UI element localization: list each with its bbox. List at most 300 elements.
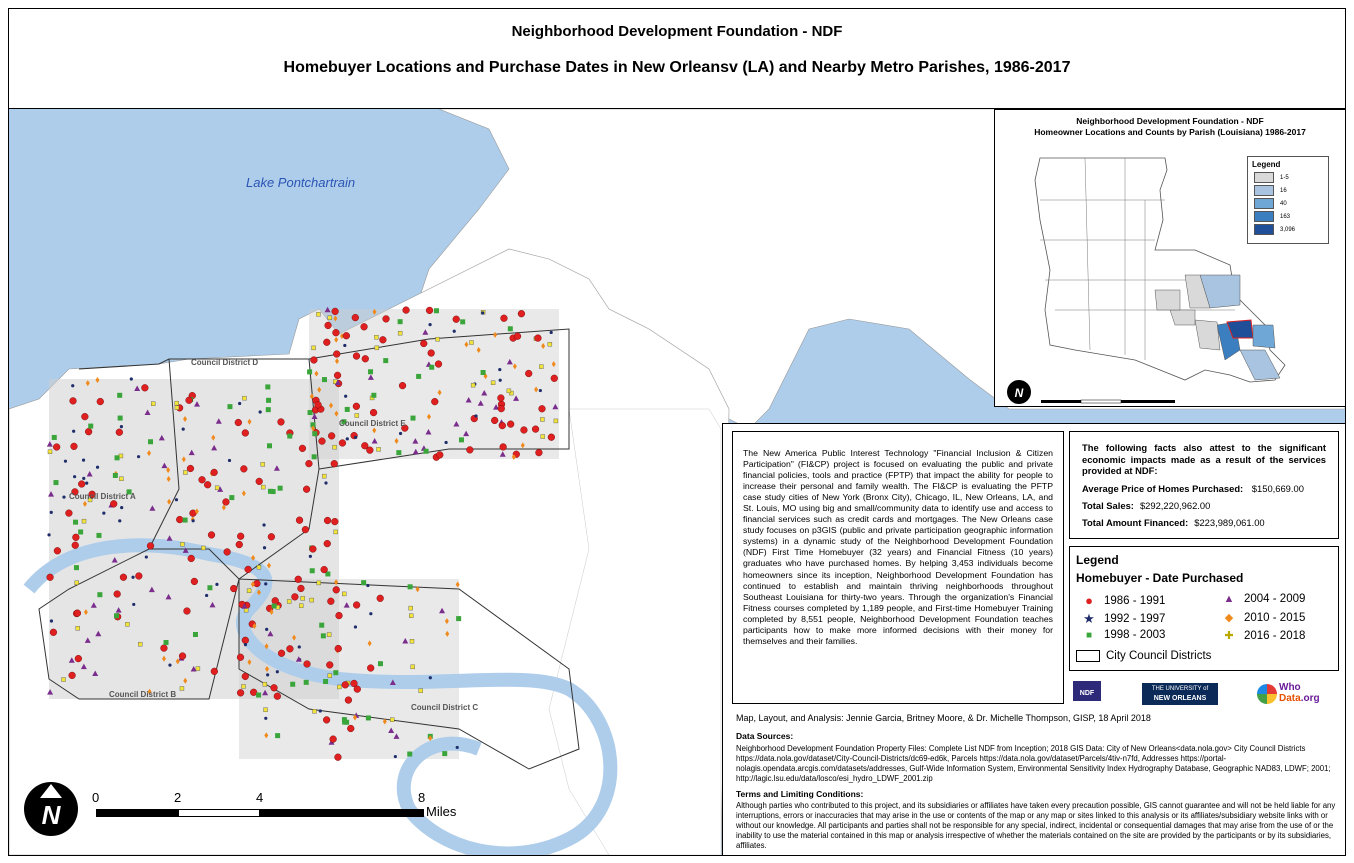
homebuyer-point <box>332 308 339 315</box>
homebuyer-point <box>398 331 402 335</box>
homebuyer-point <box>237 654 244 661</box>
district-label-d: Council District D <box>191 358 259 367</box>
homebuyer-point <box>469 341 473 345</box>
homebuyer-point <box>257 565 261 569</box>
homebuyer-point <box>498 368 501 371</box>
homebuyer-point <box>48 450 52 454</box>
homebuyer-point <box>135 573 142 580</box>
inset-legend-swatch <box>1254 185 1274 196</box>
homebuyer-point <box>551 375 558 382</box>
homebuyer-point <box>132 603 135 606</box>
homebuyer-point <box>97 398 104 405</box>
legend-item-1986-1991: ● 1986 - 1991 <box>1082 593 1165 608</box>
homebuyer-point <box>327 633 331 637</box>
homebuyer-point <box>296 517 303 524</box>
yellow-cross-icon: ✚ <box>1224 630 1234 642</box>
homebuyer-point <box>125 622 129 626</box>
district-label-c: Council District C <box>411 703 479 712</box>
homebuyer-point <box>474 414 477 417</box>
homebuyer-point <box>335 754 342 761</box>
homebuyer-point <box>266 673 269 676</box>
homebuyer-point <box>333 445 337 449</box>
homebuyer-point <box>424 449 429 454</box>
homebuyer-point <box>110 500 117 507</box>
homebuyer-point <box>312 346 316 350</box>
homebuyer-point <box>321 633 326 638</box>
homebuyer-point <box>259 410 262 413</box>
homebuyer-point <box>69 672 76 679</box>
scale-segment-2 <box>178 809 260 817</box>
homebuyer-point <box>353 403 360 410</box>
sources-text: Neighborhood Development Foundation Property Files: Complete List NDF from Inception; 2018 GIS Data: City of New Orleans<data.nola.gov> City Council Districts https://data.nola.gov/dataset/City-Council-Districts/dc69-ed6k, Parcels https://data.nola.gov/dataset/Parcels/4tiv-n7fd, Addresses https://portal-nolagis.opendata.arcgis.com/datasets/addresses, Gulf-Wide Information System, Environmental Sensitivity Index Hydrography Database, Geographic NAD83, LDWF; 2001; http://lagic.lsu.edu/data/losco/esi_hydro_LDWF_2001.zip <box>736 744 1331 783</box>
homebuyer-point <box>428 323 431 326</box>
homebuyer-point <box>459 437 464 442</box>
homebuyer-point <box>54 547 61 554</box>
purple-triangle-icon: ▲ <box>1223 593 1235 605</box>
homebuyer-point <box>180 542 184 546</box>
homebuyer-point <box>207 585 212 590</box>
homebuyer-point <box>205 594 208 597</box>
inset-legend-label: 1-5 <box>1280 174 1289 181</box>
homebuyer-point <box>74 610 81 617</box>
inset-legend-swatch <box>1254 211 1274 222</box>
homebuyer-point <box>306 460 313 467</box>
homebuyer-point <box>71 384 74 387</box>
homebuyer-point <box>215 486 219 490</box>
svg-text:N: N <box>1014 386 1024 400</box>
whodata-globe-icon <box>1257 684 1277 704</box>
legend-item-2016-2018: ✚ 2016 - 2018 <box>1222 629 1305 642</box>
inset-legend-label: 40 <box>1280 200 1287 207</box>
homebuyer-point <box>298 645 301 648</box>
homebuyer-point <box>196 667 200 671</box>
homebuyer-point <box>491 381 495 385</box>
map-legend <box>1069 546 1339 671</box>
homebuyer-point <box>328 432 335 439</box>
homebuyer-point <box>377 447 381 451</box>
homebuyer-point <box>322 474 326 478</box>
homebuyer-point <box>240 465 247 472</box>
homebuyer-point <box>50 629 57 636</box>
homebuyer-point <box>175 401 179 405</box>
homebuyer-point <box>346 437 349 440</box>
homebuyer-point <box>120 574 127 581</box>
red-circle-icon: ● <box>1085 593 1093 608</box>
homebuyer-point <box>237 689 244 696</box>
homebuyer-point <box>541 435 545 439</box>
homebuyer-point <box>180 686 184 690</box>
homebuyer-point <box>436 451 443 458</box>
district-label-e: Council District E <box>339 419 406 428</box>
homebuyer-point <box>407 752 412 757</box>
homebuyer-point <box>261 485 265 489</box>
homebuyer-point <box>550 331 553 334</box>
homebuyer-point <box>254 580 261 587</box>
homebuyer-point <box>72 534 79 541</box>
homebuyer-point <box>435 361 442 368</box>
homebuyer-point <box>183 470 187 474</box>
homebuyer-point <box>354 436 357 439</box>
homebuyer-point <box>344 395 347 398</box>
total-sales-value: $292,220,962.00 <box>1139 499 1211 511</box>
whodata-logo: Who Data.org <box>1257 682 1337 706</box>
homebuyer-point <box>471 383 475 387</box>
homebuyer-point <box>118 519 121 522</box>
map-subtitle: Homebuyer Locations and Purchase Dates in New Orleansv (LA) and Nearby Metro Parishes, 1986-2017 <box>283 59 1071 76</box>
homebuyer-point <box>518 310 525 317</box>
homebuyer-point <box>72 542 79 549</box>
homebuyer-point <box>370 409 377 416</box>
homebuyer-point <box>408 584 413 589</box>
homebuyer-point <box>137 455 140 458</box>
homebuyer-point <box>262 523 265 526</box>
facts-box <box>1069 431 1339 539</box>
homebuyer-point <box>431 398 438 405</box>
homebuyer-point <box>554 419 558 423</box>
homebuyer-point <box>211 668 218 675</box>
homebuyer-point <box>500 444 507 451</box>
homebuyer-point <box>361 580 366 585</box>
homebuyer-point <box>420 340 427 347</box>
homebuyer-point <box>394 755 397 758</box>
inset-legend-swatch <box>1254 198 1274 209</box>
homebuyer-point <box>368 369 373 374</box>
homebuyer-point <box>81 413 88 420</box>
inset-canvas <box>995 110 1347 408</box>
homebuyer-point <box>264 708 268 712</box>
homebuyer-point <box>539 365 543 369</box>
homebuyer-point <box>50 619 53 622</box>
homebuyer-point <box>70 397 77 404</box>
homebuyer-point <box>333 351 340 358</box>
homebuyer-point <box>319 438 326 445</box>
scale-tick-2: 2 <box>174 790 182 805</box>
homebuyer-point <box>335 645 342 652</box>
average-price-label: Average Price of Homes Purchased: <box>1082 482 1244 494</box>
parish-st-bernard <box>1253 325 1275 348</box>
homebuyer-point <box>322 377 327 382</box>
homebuyer-point <box>333 586 340 593</box>
homebuyer-point <box>375 346 379 350</box>
homebuyer-point <box>78 529 83 534</box>
homebuyer-point <box>342 681 349 688</box>
homebuyer-point <box>256 478 263 485</box>
homebuyer-point <box>193 632 198 637</box>
homebuyer-point <box>242 430 249 437</box>
district-label-a: Council District A <box>69 492 136 501</box>
inset-legend <box>1247 156 1329 244</box>
homebuyer-point <box>97 592 102 597</box>
homebuyer-point <box>62 678 66 682</box>
lake-label: Lake Pontchartrain <box>246 175 356 190</box>
homebuyer-point <box>548 342 552 346</box>
homebuyer-point <box>396 450 401 455</box>
homebuyer-point <box>120 425 123 428</box>
navy-star-icon: ★ <box>1083 611 1095 626</box>
homebuyer-point <box>328 316 332 320</box>
terms-text: Although parties who contributed to this project, and its subsidiaries or affiliates have taken every precaution possible, GIS cannot guarantee and will not be held liable for any interruptions, errors or inaccuracies that may arise in the use or contents of the map or any map or sites linked to this analysis or its affiliates/subsidiary website links with or without our knowledge. All participants and parties shall not be responsible for any special, indirect, incidental or consequential damages that may arise from the use of or the inability to use the material contained in this map or analysis irrespective of whether the materials contained on the site are provided by the participants or by its subsidiaries, affiliates. <box>736 801 1336 850</box>
homebuyer-point <box>266 398 271 403</box>
homebuyer-point <box>130 377 133 380</box>
inset-legend-item <box>1254 171 1328 184</box>
homebuyer-point <box>227 404 232 409</box>
homebuyer-point <box>82 477 85 480</box>
homebuyer-point <box>88 424 93 429</box>
inset-legend-item <box>1254 223 1328 236</box>
homebuyer-point <box>345 697 352 704</box>
homebuyer-point <box>312 709 316 713</box>
homebuyer-point <box>342 592 346 596</box>
legend-item-1992-1997: ★ 1992 - 1997 <box>1083 611 1166 626</box>
homebuyer-point <box>62 495 65 498</box>
homebuyer-point <box>347 725 354 732</box>
urban-fill-east <box>309 309 559 459</box>
homebuyer-point <box>383 358 388 363</box>
legend-item-1998-2003: ■ 1998 - 2003 <box>1082 629 1165 641</box>
homebuyer-point <box>191 578 198 585</box>
homebuyer-point <box>85 482 88 485</box>
homebuyer-point <box>323 716 330 723</box>
homebuyer-point <box>304 680 309 685</box>
homebuyer-point <box>539 405 546 412</box>
homebuyer-point <box>436 337 440 341</box>
project-description: The New America Public Interest Technology "Financial Inclusion & Citizen Participation" (FI&CP) project is focused on evaluating the public and private financial policies, tools and practice (FPTP) that impact the ability for people to increase their personal and family wealth. The FI&CP is evaluating the PFTP case study cities of New York (Bronx City), Chicago, IL, New Orleans, LA, and St. Louis, MO using big and small/community data to identify use and access to financial services such as credit cards and mortgages. The New Orleans case study focuses on p3GIS (public and private participation geographic information systems) in a dynamic study of the Neighborhood Development Foundation (NDF) First Time Homebuyer (32 years) and Financial Fitness (10 years) graduates who have purchased homes. By helping 3,453 individuals become homeowners since its inception, Neighborhood Development Foundation has continued to establish and maintain thriving neighborhoods throughout Southeast Louisiana for thirty-two years. Through the organization's Financial Fitness courses completed by 1,189 people, and First-time Homebuyer Training completed by 8,551 people, Neighborhood Development Foundation teaches participants how to make more informed decisions with their money for themselves and their families. <box>732 431 1064 704</box>
homebuyer-point <box>352 314 359 321</box>
inset-legend-item <box>1254 184 1328 197</box>
homebuyer-point <box>319 623 324 628</box>
homebuyer-point <box>298 585 305 592</box>
inset-legend-title: Legend <box>1252 160 1281 169</box>
homebuyer-point <box>354 686 361 693</box>
homebuyer-point <box>236 541 243 548</box>
homebuyer-point <box>354 625 357 628</box>
homebuyer-point <box>379 336 386 343</box>
homebuyer-point <box>175 498 178 501</box>
homebuyer-point <box>323 339 330 346</box>
title-panel <box>8 8 1346 109</box>
homebuyer-point <box>53 444 60 451</box>
inset-legend-label: 16 <box>1280 187 1287 194</box>
homebuyer-point <box>312 454 317 459</box>
homebuyer-point <box>536 449 543 456</box>
homebuyer-point <box>324 517 331 524</box>
homebuyer-point <box>148 439 153 444</box>
logos-row <box>1069 679 1339 709</box>
total-sales-label: Total Sales: <box>1082 499 1134 511</box>
homebuyer-point <box>120 506 123 509</box>
homebuyer-point <box>271 684 278 691</box>
homebuyer-point <box>230 585 237 592</box>
homebuyer-point <box>168 664 171 667</box>
homebuyer-point <box>186 397 193 404</box>
homebuyer-point <box>278 486 283 491</box>
homebuyer-point <box>315 401 322 408</box>
scale-tick-8: 8 <box>418 790 426 805</box>
homebuyer-point <box>343 332 350 339</box>
homebuyer-point <box>333 329 340 336</box>
homebuyer-point <box>374 335 378 339</box>
homebuyer-point <box>53 480 58 485</box>
homebuyer-point <box>333 670 338 675</box>
homebuyer-point <box>416 374 421 379</box>
homebuyer-point <box>456 616 461 621</box>
homebuyer-point <box>52 435 57 440</box>
homebuyer-point <box>521 427 528 434</box>
homebuyer-point <box>491 417 498 424</box>
inset-legend-item <box>1254 197 1328 210</box>
homebuyer-point <box>265 628 268 631</box>
homebuyer-point <box>304 661 311 668</box>
homebuyer-point <box>321 566 328 573</box>
homebuyer-point <box>498 405 505 412</box>
homebuyer-point <box>410 639 414 643</box>
homebuyer-point <box>264 717 267 720</box>
homebuyer-point <box>275 733 280 738</box>
homebuyer-point <box>175 406 179 410</box>
homebuyer-point <box>147 542 154 549</box>
homebuyer-point <box>302 526 309 533</box>
homebuyer-point <box>117 393 122 398</box>
legend-item-council-districts: City Council Districts <box>1076 650 1211 662</box>
homebuyer-point <box>345 407 350 412</box>
homebuyer-point <box>535 335 542 342</box>
homebuyer-point <box>272 603 277 608</box>
homebuyer-point <box>291 593 298 600</box>
homebuyer-point <box>428 350 435 357</box>
inset-legend-label: 163 <box>1280 213 1291 220</box>
homebuyer-point <box>287 434 292 439</box>
homebuyer-point <box>361 323 368 330</box>
homebuyer-point <box>276 670 279 673</box>
homebuyer-point <box>238 402 241 405</box>
homebuyer-point <box>96 533 101 538</box>
homebuyer-point <box>445 441 448 444</box>
homebuyer-point <box>164 640 169 645</box>
homebuyer-point <box>274 693 281 700</box>
homebuyer-point <box>308 410 313 415</box>
homebuyer-point <box>263 682 267 686</box>
homebuyer-point <box>96 466 99 469</box>
homebuyer-point <box>371 393 376 398</box>
homebuyer-point <box>532 426 539 433</box>
homebuyer-point <box>508 326 513 331</box>
homebuyer-point <box>161 645 168 652</box>
homebuyer-point <box>426 307 433 314</box>
homebuyer-point <box>113 473 118 478</box>
inset-legend-swatch <box>1254 224 1274 235</box>
homebuyer-point <box>409 606 413 610</box>
homebuyer-point <box>287 599 291 603</box>
homebuyer-point <box>514 333 521 340</box>
homebuyer-point <box>325 322 332 329</box>
homebuyer-point <box>199 476 206 483</box>
homebuyer-point <box>138 642 142 646</box>
homebuyer-point <box>211 469 218 476</box>
homebuyer-point <box>411 665 415 669</box>
svg-text:N: N <box>41 800 61 830</box>
homebuyer-point <box>310 598 314 602</box>
homebuyer-point <box>328 674 332 678</box>
homebuyer-point <box>331 460 338 467</box>
homebuyer-point <box>114 591 121 598</box>
map-title: Neighborhood Development Foundation - NDF <box>511 23 843 40</box>
homebuyer-point <box>182 428 185 431</box>
homebuyer-point <box>237 533 244 540</box>
homebuyer-point <box>324 481 327 484</box>
homebuyer-point <box>383 315 390 322</box>
homebuyer-point <box>242 637 249 644</box>
homebuyer-point <box>409 614 413 618</box>
credits: Map, Layout, and Analysis: Jennie Garcia, Britney Moore, & Dr. Michelle Thompson, GISP, 18 April 2018 <box>736 713 1151 723</box>
homebuyer-point <box>268 489 273 494</box>
homebuyer-point <box>223 499 230 506</box>
north-arrow-icon <box>22 780 80 838</box>
homebuyer-point <box>76 626 80 630</box>
total-financed-label: Total Amount Financed: <box>1082 516 1189 528</box>
homebuyer-point <box>343 344 346 347</box>
inset-title-line2: Homeowner Locations and Counts by Parish (Louisiana) 1986-2017 <box>1034 127 1306 137</box>
homebuyer-point <box>290 682 295 687</box>
legend-item-2004-2009: ▲ 2004 - 2009 <box>1223 593 1306 605</box>
homebuyer-point <box>499 422 506 429</box>
homebuyer-point <box>466 446 473 453</box>
homebuyer-point <box>323 679 328 684</box>
homebuyer-point <box>247 589 251 593</box>
homebuyer-point <box>82 519 86 523</box>
homebuyer-point <box>453 330 456 333</box>
homebuyer-point <box>242 673 249 680</box>
homebuyer-point <box>114 613 119 618</box>
homebuyer-point <box>242 396 246 400</box>
facts-average-price <box>1082 483 1326 494</box>
legend-item-2010-2015: ◆ 2010 - 2015 <box>1222 611 1305 624</box>
homebuyer-point <box>362 355 369 362</box>
homebuyer-point <box>481 311 484 314</box>
homebuyer-point <box>116 429 123 436</box>
homebuyer-point <box>366 715 371 720</box>
homebuyer-point <box>228 459 231 462</box>
homebuyer-point <box>179 653 186 660</box>
inset-map-louisiana <box>994 109 1346 407</box>
homebuyer-point <box>287 645 294 652</box>
homebuyer-point <box>367 665 374 672</box>
homebuyer-point <box>540 417 544 421</box>
homebuyer-point <box>429 676 432 679</box>
homebuyer-point <box>183 518 188 523</box>
uno-logo: THE UNIVERSITY of NEW ORLEANS <box>1142 683 1218 705</box>
homebuyer-point <box>499 379 502 382</box>
homebuyer-point <box>145 555 148 558</box>
homebuyer-point <box>334 372 341 379</box>
homebuyer-point <box>453 316 460 323</box>
homebuyer-point <box>47 533 50 536</box>
homebuyer-point <box>399 432 402 435</box>
homebuyer-point <box>215 583 218 586</box>
homebuyer-point <box>307 369 312 374</box>
homebuyer-point <box>330 736 337 743</box>
homebuyer-point <box>102 512 105 515</box>
homebuyer-point <box>327 598 334 605</box>
homebuyer-point <box>204 481 211 488</box>
ndf-logo: NDF <box>1073 681 1101 701</box>
homebuyer-point <box>85 428 92 435</box>
homebuyer-point <box>317 581 321 585</box>
homebuyer-point <box>361 442 368 449</box>
homebuyer-point <box>131 576 134 579</box>
homebuyer-point <box>342 717 347 722</box>
homebuyer-point <box>548 434 555 441</box>
homebuyer-point <box>71 443 78 450</box>
